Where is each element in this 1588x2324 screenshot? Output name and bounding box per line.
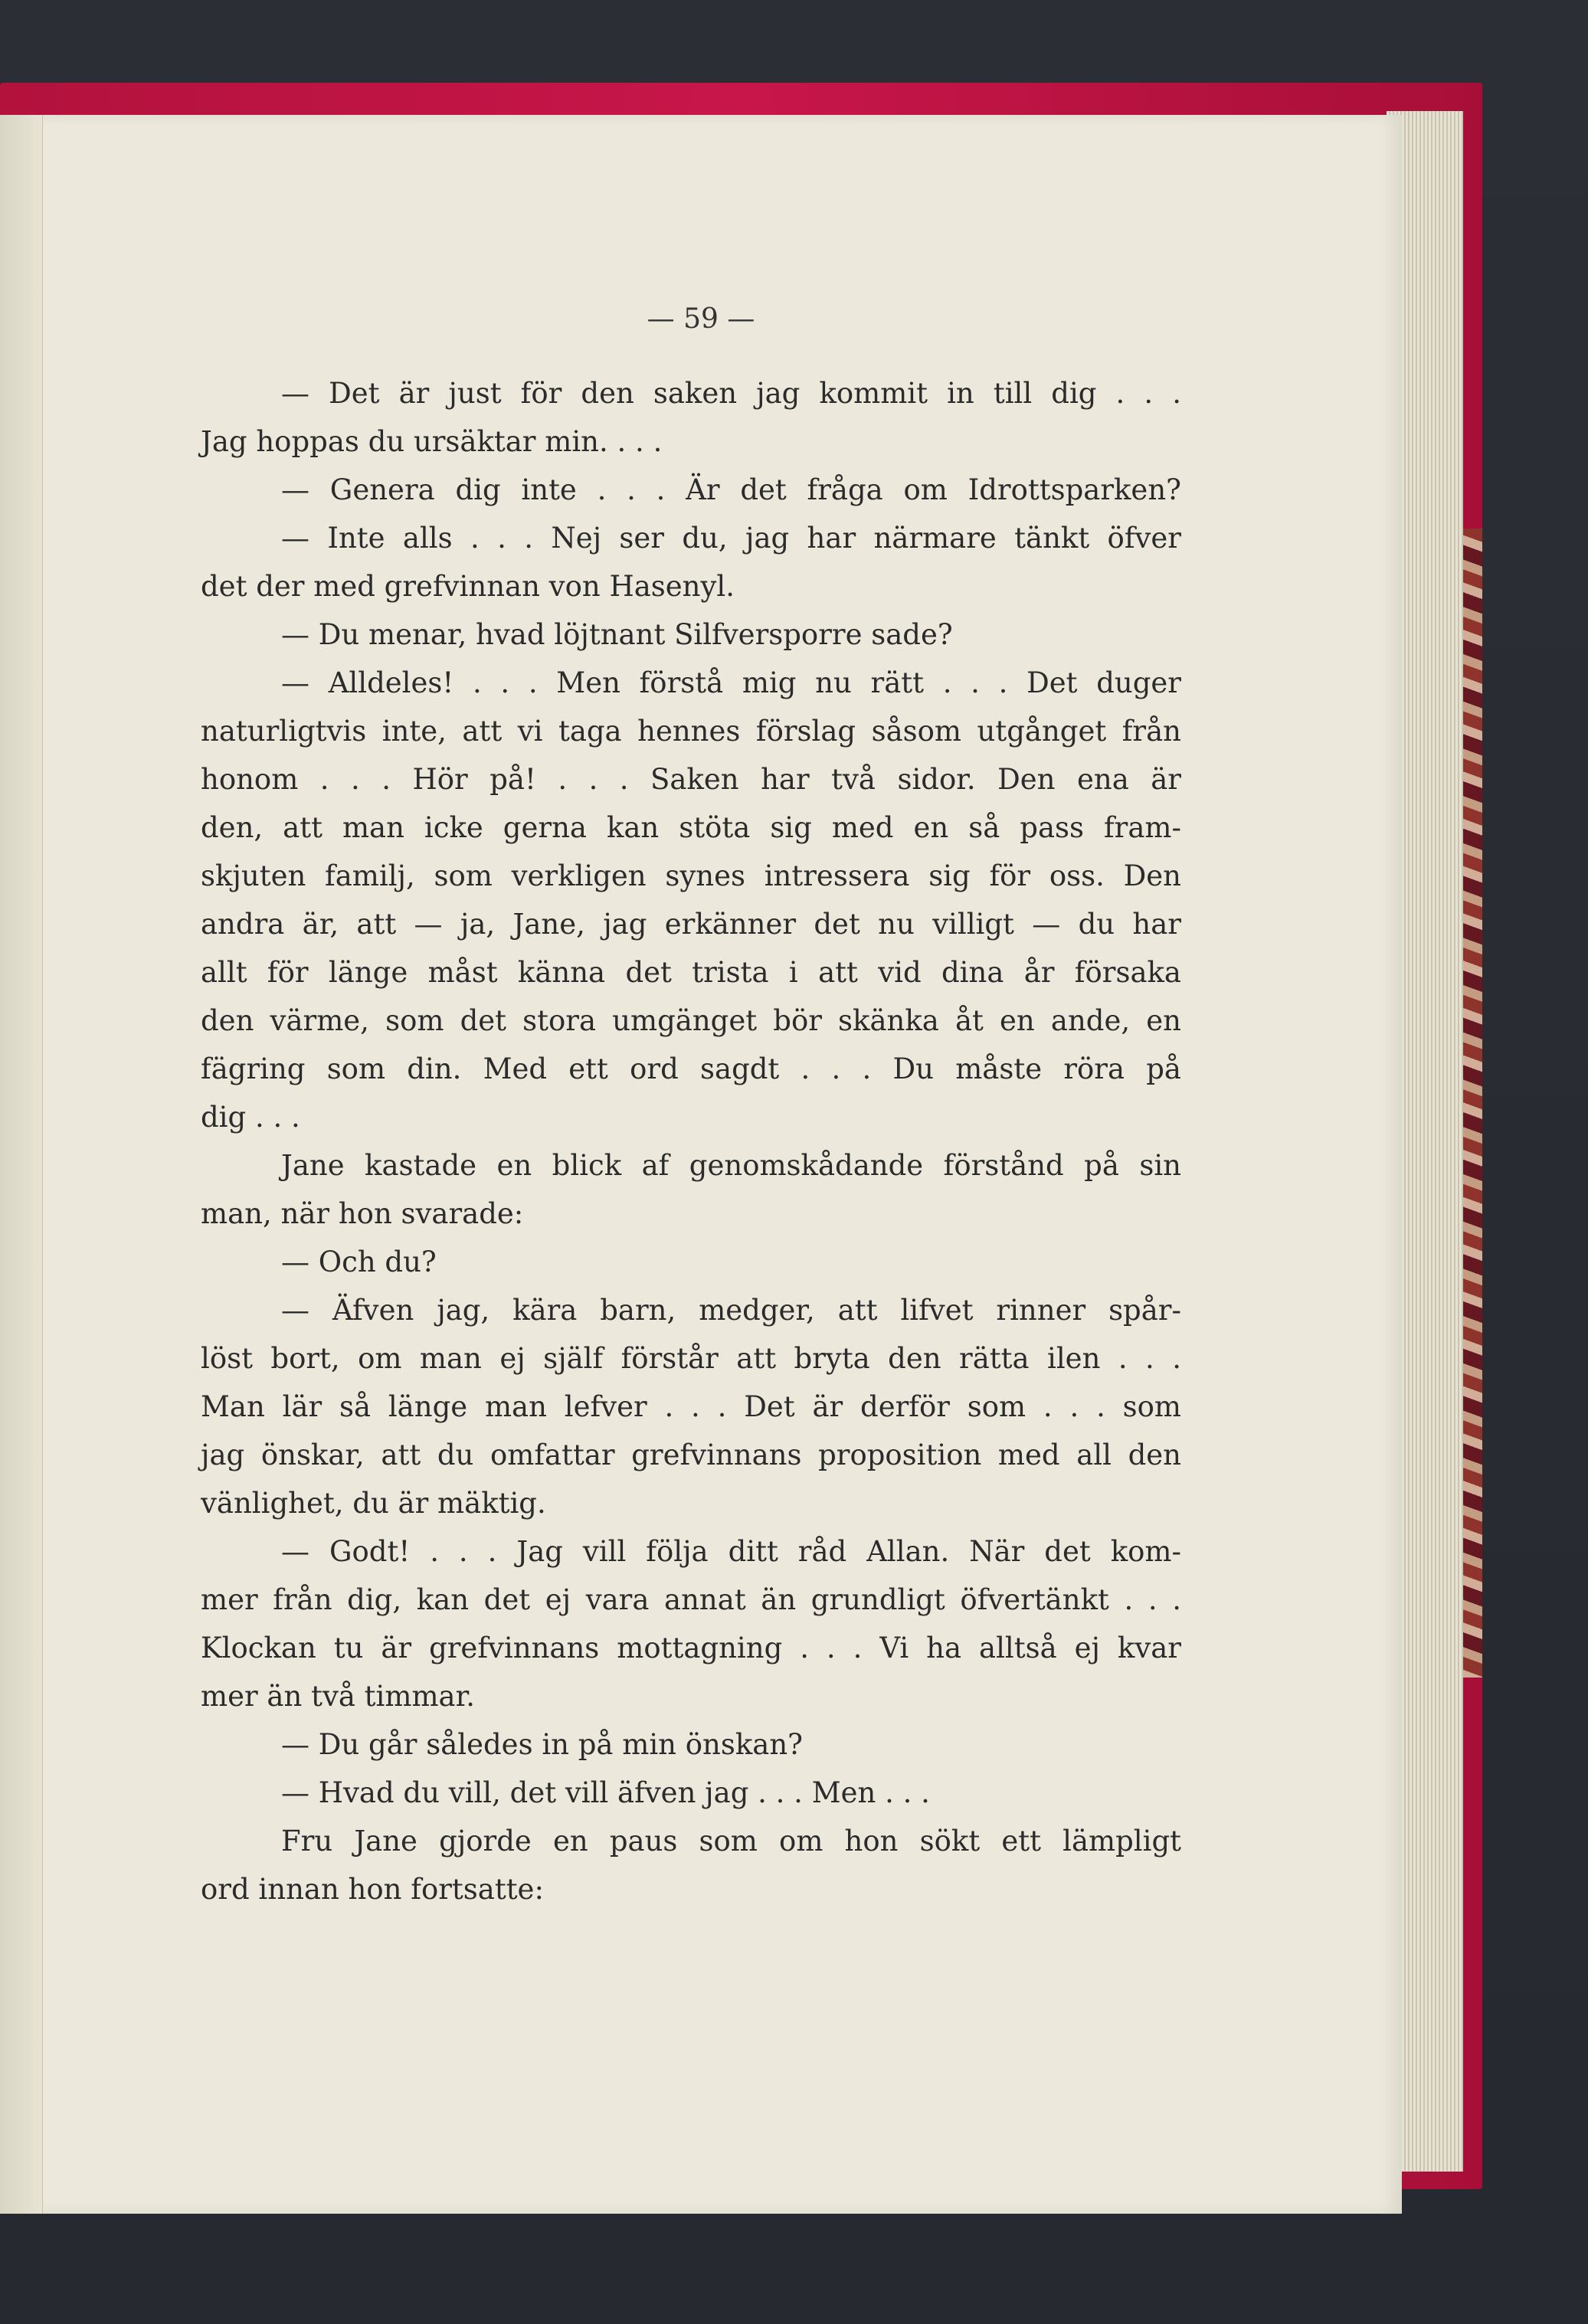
text-line: det der med grefvinnan von Hasenyl.	[201, 570, 735, 603]
text-line: naturligtvis inte, att vi taga hennes förslag såsom utgånget från	[201, 715, 1181, 748]
text-line: Jane kastade en blick af genomskådande förstånd på sin	[281, 1149, 1181, 1182]
page-number: — 59 —	[647, 303, 755, 335]
text-line: — Hvad du vill, det vill äfven jag . . . Men . . .	[281, 1776, 930, 1809]
text-line: honom . . . Hör på! . . . Saken har två sidor. Den ena är	[201, 763, 1181, 796]
page-gutter	[0, 115, 43, 2214]
text-line: Fru Jane gjorde en paus som om hon sökt ett lämpligt	[281, 1825, 1181, 1858]
text-line: vänlighet, du är mäktig.	[201, 1487, 546, 1520]
text-line: mer från dig, kan det ej vara annat än grundligt öfvertänkt . . .	[201, 1583, 1181, 1616]
text-line: Jag hoppas du ursäktar min. . . .	[201, 425, 663, 458]
text-line: den värme, som det stora umgänget bör skänka åt en ande, en	[201, 1004, 1181, 1037]
text-line: — Äfven jag, kära barn, medger, att lifvet rinner spår-	[281, 1294, 1181, 1327]
text-line: — Du menar, hvad löjtnant Silfversporre sade?	[281, 618, 953, 651]
text-line: — Alldeles! . . . Men förstå mig nu rätt . . . Det duger	[281, 666, 1181, 699]
body-text	[201, 369, 1181, 1913]
text-line: skjuten familj, som verkligen synes intressera sig för oss. Den	[201, 859, 1181, 892]
text-line: — Inte alls . . . Nej ser du, jag har närmare tänkt öfver	[281, 522, 1181, 555]
text-line: den, att man icke gerna kan stöta sig med en så pass fram-	[201, 811, 1181, 844]
text-line: ord innan hon fortsatte:	[201, 1873, 544, 1906]
text-line: — Genera dig inte . . . Är det fråga om Idrottsparken?	[281, 473, 1181, 506]
text-line: dig . . .	[201, 1101, 300, 1134]
text-line: Man lär så länge man lefver . . . Det är derför som . . . som	[201, 1390, 1181, 1423]
text-line: fägring som din. Med ett ord sagdt . . . Du måste röra på	[201, 1052, 1181, 1085]
text-line: — Och du?	[281, 1245, 437, 1278]
text-line: — Godt! . . . Jag vill följa ditt råd Allan. När det kom-	[281, 1535, 1181, 1568]
text-line: man, när hon svarade:	[201, 1197, 524, 1230]
text-line: andra är, att — ja, Jane, jag erkänner det nu villigt — du har	[201, 908, 1181, 941]
text-line: — Du går således in på min önskan?	[281, 1728, 803, 1761]
text-line: allt för länge måst känna det trista i att vid dina år försaka	[201, 956, 1181, 989]
text-line: löst bort, om man ej själf förstår att bryta den rätta ilen . . .	[201, 1342, 1181, 1375]
text-line: — Det är just för den saken jag kommit in till dig . . .	[281, 377, 1181, 410]
text-line: Klockan tu är grefvinnans mottagning . . . Vi ha alltså ej kvar	[201, 1632, 1181, 1664]
text-line: mer än två timmar.	[201, 1680, 475, 1713]
text-line: jag önskar, att du omfattar grefvinnans proposition med all den	[201, 1439, 1181, 1471]
